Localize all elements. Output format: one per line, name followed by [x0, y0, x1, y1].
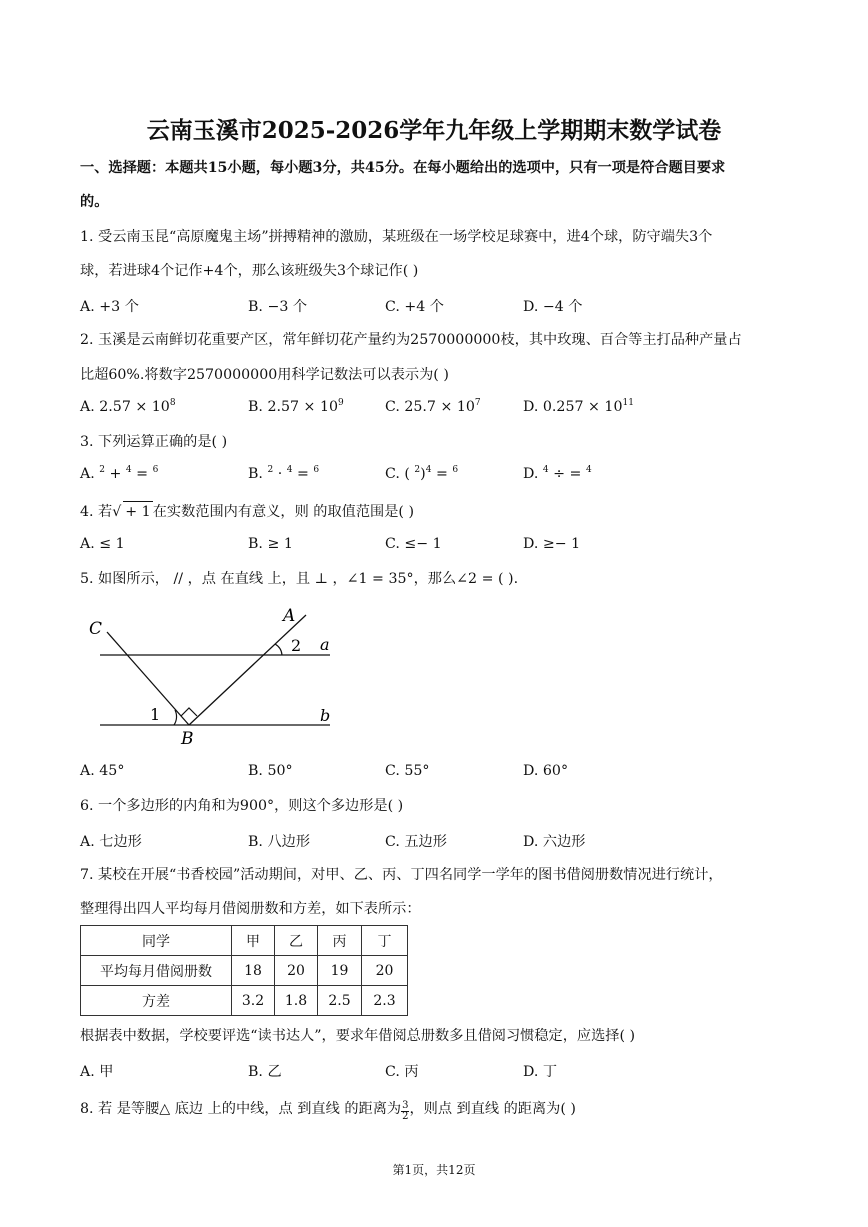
- q1-line2: 球，若进球4个记作+4个，那么该班级失3个球记作( ): [80, 263, 419, 279]
- q2-option-b: B. $2.57 \times 10^9$: [248, 398, 344, 415]
- stats-table: [80, 925, 408, 1016]
- q1-option-b: B. −3 个: [248, 299, 308, 315]
- table-cell: 平均每月借阅册数: [81, 956, 232, 986]
- q4-stem: 4. 若√+ 1 在实数范围内有意义，则 的取值范围是( ): [80, 501, 414, 522]
- table-cell: 2.3: [362, 986, 408, 1016]
- sqrt-sign: √+ 1: [112, 501, 152, 522]
- q6-option-a: A. 七边形: [80, 834, 142, 850]
- q2-line2: 比超60%.将数字2570000000用科学记数法可以表示为( ): [80, 367, 449, 383]
- q2-option-a: A. $2.57 \times 10^8$: [80, 398, 176, 415]
- table-header-cell: 甲: [232, 926, 275, 956]
- q2-line1: 2. 玉溪是云南鲜切花重要产区，常年鲜切花产量约为2570000000枝，其中玫瑰、百合等主打品种产量占: [80, 332, 742, 348]
- table-header-cell: 乙: [275, 926, 318, 956]
- q5-option-b: B. 50°: [248, 763, 293, 779]
- q6-option-d: D. 六边形: [523, 834, 586, 850]
- q4-option-b: B. ≥ 1: [248, 536, 293, 552]
- label-b-point: B: [181, 729, 194, 749]
- table-cell: 2.5: [318, 986, 362, 1016]
- section-heading-line2: 的。: [80, 194, 109, 210]
- q7-line2: 整理得出四人平均每月借阅册数和方差，如下表所示：: [80, 901, 421, 917]
- q3-option-a: A. $^2$ + $^4$ = $^6$: [80, 465, 159, 482]
- table-cell: 20: [362, 956, 408, 986]
- q8-stem: 8. 若 是等腰△ 底边 上的中线，点 到直线 的距离为 $\frac{3}{2}$ ，则点 到直线 的距离为( ): [80, 1100, 576, 1122]
- page-title: 云南玉溪市2025-2026学年九年级上学期期末数学试卷: [146, 117, 722, 144]
- angle2-arc: [275, 644, 282, 655]
- page-footer: 第1页，共12页: [392, 1163, 476, 1177]
- label-a-point: A: [283, 606, 296, 626]
- q5-option-a: A. 45°: [80, 763, 125, 779]
- q7-option-d: D. 丁: [523, 1064, 558, 1080]
- q6-option-b: B. 八边形: [248, 834, 311, 850]
- q3-option-d: D. $^4$ ÷ = $^4$: [523, 465, 592, 482]
- q7-option-c: C. 丙: [385, 1064, 419, 1080]
- q2-option-c: C. $25.7 \times 10^7$: [385, 398, 481, 415]
- q5-stem: 5. 如图所示， // ，点 在直线 上，且 ⊥ ，∠1 = 35°，那么∠2 = ( ).: [80, 571, 519, 587]
- table-cell: 3.2: [232, 986, 275, 1016]
- q5-option-c: C. 55°: [385, 763, 430, 779]
- q6-option-c: C. 五边形: [385, 834, 447, 850]
- q7-option-b: B. 乙: [248, 1064, 282, 1080]
- table-header-cell: 丙: [318, 926, 362, 956]
- q7-option-a: A. 甲: [80, 1064, 114, 1080]
- label-line-b: b: [320, 706, 331, 725]
- q1-option-c: C. +4 个: [385, 299, 444, 315]
- table-cell: 1.8: [275, 986, 318, 1016]
- table-cell: 20: [275, 956, 318, 986]
- q5-option-d: D. 60°: [523, 763, 569, 779]
- q7-after-table: 根据表中数据，学校要评选“读书达人”，要求年借阅总册数多且借阅习惯稳定，应选择( ): [80, 1028, 636, 1044]
- table-cell: 18: [232, 956, 275, 986]
- label-line-a: a: [320, 635, 330, 654]
- angle1-arc: [174, 710, 177, 725]
- table-row: [81, 956, 408, 986]
- label-angle2: 2: [291, 636, 302, 655]
- q3-option-c: C. ( $^2$)$^4$ = $^6$: [385, 465, 459, 482]
- q4-option-d: D. ≥− 1: [523, 536, 581, 552]
- label-angle1: 1: [150, 705, 161, 724]
- q5-figure: [80, 600, 350, 750]
- label-c: C: [89, 619, 103, 639]
- q1-line1: 1. 受云南玉昆“高原魔鬼主场”拼搏精神的激励，某班级在一场学校足球赛中，进4个球，防守端失3个: [80, 229, 713, 245]
- table-cell: 19: [318, 956, 362, 986]
- segment-ba: [189, 615, 306, 725]
- table-row: [81, 986, 408, 1016]
- q2-option-d: D. $0.257 \times 10^{11}$: [523, 398, 634, 415]
- table-header-cell: 同学: [81, 926, 232, 956]
- q4-option-a: A. ≤ 1: [80, 536, 125, 552]
- q4-option-c: C. ≤− 1: [385, 536, 442, 552]
- q3-stem: 3. 下列运算正确的是( ): [80, 434, 228, 450]
- section-heading-line1: 一、选择题：本题共15小题，每小题3分，共45分。在每小题给出的选项中，只有一项是符合题目要求: [80, 160, 726, 176]
- q3-option-b: B. $^2$ · $^4$ = $^6$: [248, 465, 320, 482]
- table-header-row: [81, 926, 408, 956]
- segment-cb: [107, 632, 189, 725]
- q7-line1: 7. 某校在开展“书香校园”活动期间，对甲、乙、丙、丁四名同学一学年的图书借阅册数情况进行统计，: [80, 867, 723, 883]
- fraction: $\frac{3}{2}$: [402, 1100, 409, 1122]
- q1-option-d: D. −4 个: [523, 299, 583, 315]
- table-header-cell: 丁: [362, 926, 408, 956]
- q6-stem: 6. 一个多边形的内角和为900°，则这个多边形是( ): [80, 798, 404, 814]
- q1-option-a: A. +3 个: [80, 299, 139, 315]
- right-angle-mark: [181, 708, 197, 716]
- table-cell: 方差: [81, 986, 232, 1016]
